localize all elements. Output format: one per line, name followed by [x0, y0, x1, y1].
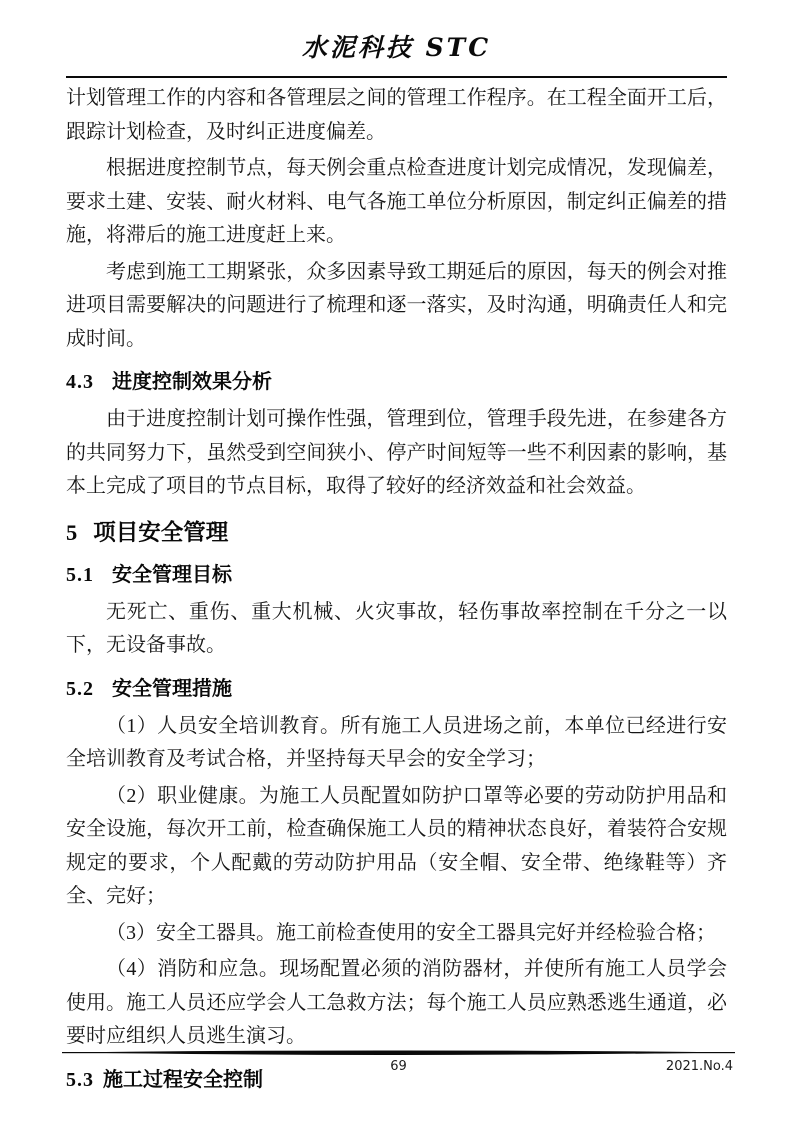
paragraph-measure-2: （2）职业健康。为施工人员配置如防护口罩等必要的劳动防护用品和安全设施，每次开工前，检查确保施工人员的精神状态良好，着装符合安规规定的要求，个人配戴的劳动防护用品（安全帽、安全带、绝缘鞋等）齐全、完好；	[66, 784, 727, 907]
heading-5-number: 5	[66, 519, 79, 545]
heading-5-2-title: 安全管理措施	[112, 675, 232, 700]
heading-5-3-number: 5.3	[66, 1068, 94, 1091]
page-content	[66, 0, 727, 1122]
paragraph-safety-goal: 无死亡、重伤、重大机械、火灾事故，轻伤事故率控制在千分之一以下，无设备事故。	[66, 600, 727, 656]
paragraph-measure-1: （1）人员安全培训教育。所有施工人员进场之前，本单位已经进行安全培训教育及考试合格，并坚持每天早会的安全学习；	[66, 714, 727, 770]
heading-4-3-number: 4.3	[66, 371, 94, 393]
issue-number: 2021.No.4	[665, 1059, 733, 1074]
heading-5-2-number: 5.2	[66, 677, 94, 700]
heading-5-title: 项目安全管理	[93, 519, 229, 546]
heading-5-1-title: 安全管理目标	[112, 561, 232, 586]
page-footer	[62, 1049, 735, 1077]
paragraph-daily-meeting: 根据进度控制节点，每天例会重点检查进度计划完成情况，发现偏差，要求土建、安装、耐火材料、电气各施工单位分析原因，制定纠正偏差的措施，将滞后的施工进度赶上来。	[66, 157, 727, 246]
heading-5-2	[66, 674, 727, 703]
document-body	[66, 82, 727, 1094]
page-number: 69	[390, 1059, 407, 1074]
paragraph-measure-3: （3）安全工器具。施工前检查使用的安全工器具完好并经检验合格；	[106, 921, 716, 944]
paragraph-effect-analysis: 由于进度控制计划可操作性强，管理到位，管理手段先进，在参建各方的共同努力下，虽然受到空间狭小、停产时间短等一些不利因素的影响，基本上完成了项目的节点目标，取得了较好的经济效益和社会效益。	[66, 408, 727, 497]
heading-5-1-number: 5.1	[66, 563, 94, 586]
paragraph-schedule-push: 考虑到施工工期紧张，众多因素导致工期延后的原因，每天的例会对推进项目需要解决的问题进行了梳理和逐一落实，及时沟通，明确责任人和完成时间。	[66, 260, 727, 350]
page-header	[66, 0, 727, 78]
paragraph-continuation: 计划管理工作的内容和各管理层之间的管理工作程序。在工程全面开工后，跟踪计划检查，及时纠正进度偏差。	[66, 87, 727, 143]
paragraph-measure-4: （4）消防和应急。现场配置必须的消防器材，并使所有施工人员学会使用。施工人员还应学会人工急救方法；每个施工人员应熟悉逃生通道，必要时应组织人员逃生演习。	[66, 958, 727, 1047]
heading-5	[66, 517, 727, 549]
journal-title: 水泥科技 STC	[301, 33, 492, 62]
footer-rule	[62, 1049, 735, 1059]
heading-5-3-title: 施工过程安全控制	[103, 1066, 263, 1091]
footer-row	[62, 1059, 735, 1077]
heading-4-3	[66, 367, 727, 396]
heading-4-3-title: 进度控制效果分析	[112, 369, 272, 393]
heading-5-1	[66, 560, 727, 589]
